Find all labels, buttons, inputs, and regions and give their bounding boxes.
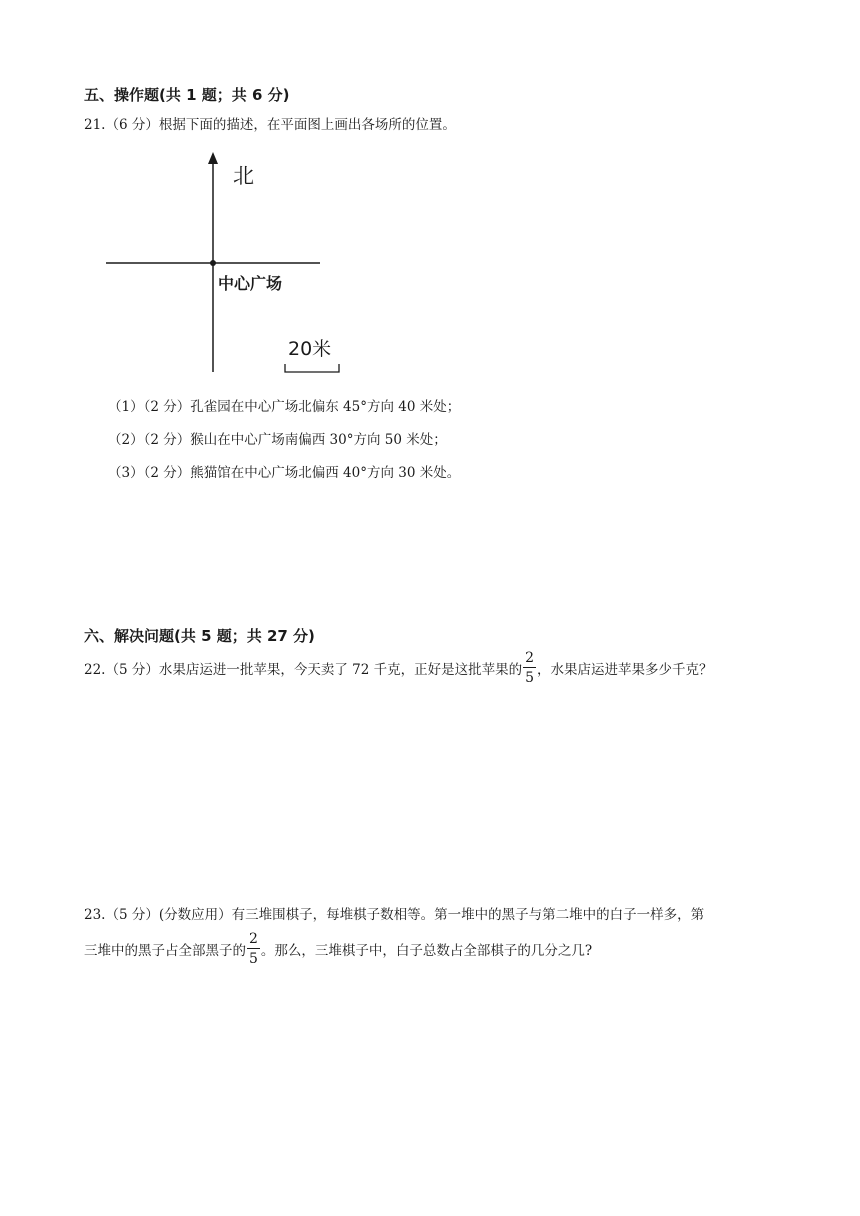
question-23-text-after: 。那么，三堆棋子中，白子总数占全部棋子的几分之几? (260, 943, 593, 959)
question-21-sub-3: （3）（2 分）熊猫馆在中心广场北偏西 40°方向 30 米处。 (108, 465, 461, 481)
question-23-text-before: 三堆中的黑子占全部黑子的 (84, 943, 246, 959)
scale-bar (285, 364, 339, 372)
question-22 (84, 646, 713, 690)
north-arrow-icon (208, 152, 218, 164)
center-label: 中心广场 (218, 274, 283, 293)
question-22-text-after: ，水果店运进苹果多少千克？ (537, 662, 713, 678)
fraction-numerator: 2 (525, 650, 535, 666)
fraction-numerator: 2 (249, 931, 258, 947)
fraction (247, 932, 260, 966)
question-23-line-1: 23.（5 分）(分数应用）有三堆围棋子，每堆棋子数相等。第一堆中的黑子与第二堆中的白子一样多，第 (84, 907, 705, 923)
question-23-line-2 (84, 927, 592, 971)
question-21-sub-2: （2）（2 分）猴山在中心广场南偏西 30°方向 50 米处； (108, 432, 447, 448)
section-title-5: 五、操作题(共 1 题；共 6 分) (84, 86, 290, 104)
fraction-denominator: 5 (249, 951, 258, 967)
scale-label: 20米 (288, 338, 332, 360)
center-point (210, 260, 216, 266)
question-21-sub-1: （1）（2 分）孔雀园在中心广场北偏东 45°方向 40 米处； (108, 399, 461, 415)
north-label: 北 (233, 164, 254, 188)
question-22-text-before: 22.（5 分）水果店运进一批苹果，今天卖了 72 千克，正好是这批苹果的 (84, 662, 523, 678)
section-title-6: 六、解决问题(共 5 题；共 27 分) (84, 627, 315, 645)
fraction-denominator: 5 (525, 670, 535, 686)
fraction (523, 651, 536, 685)
question-21-stem: 21.（6 分）根据下面的描述，在平面图上画出各场所的位置。 (84, 117, 456, 133)
